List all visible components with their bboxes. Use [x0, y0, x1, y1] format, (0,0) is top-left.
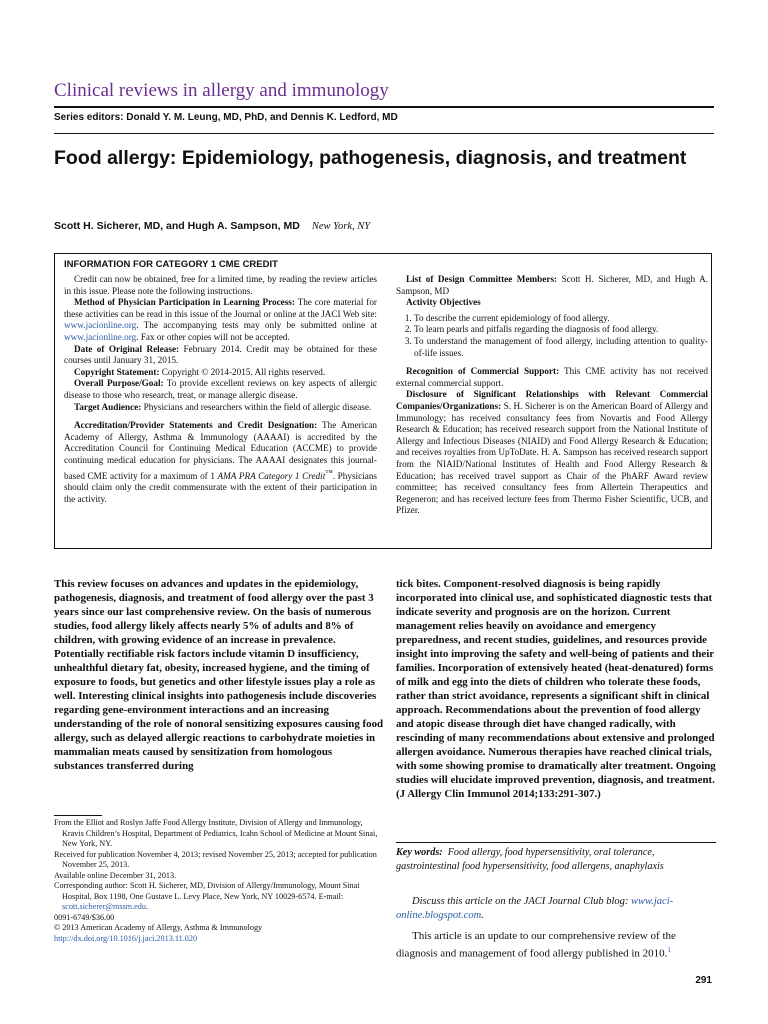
authors: Scott H. Sicherer, MD, and Hugh A. Sampson, MD: [54, 220, 300, 232]
objective-item: 2. To learn pearls and pitfalls regarding the diagnosis of food allergy.: [414, 324, 708, 336]
cme-method-label: Method of Physician Participation in Learning Process:: [74, 297, 295, 308]
footnote-price: 0091-6749/$36.00: [54, 912, 115, 922]
cme-committee: [396, 274, 708, 297]
keywords-rule: [396, 842, 716, 843]
header-rule: [54, 106, 714, 108]
cme-accred-text-2: . Physicians should claim only the credit commensurate with the extent of their participation in the activity.: [64, 470, 377, 504]
cme-heading: INFORMATION FOR CATEGORY 1 CME CREDIT: [64, 259, 278, 270]
journal-club-note: [396, 895, 716, 923]
cme-left-column: [64, 274, 377, 505]
cme-purpose: [64, 378, 377, 401]
cme-audience-text: Physicians and researchers within the field of allergic disease.: [141, 401, 372, 412]
discuss-end: .: [481, 910, 484, 921]
cme-copyright-text: Copyright © 2014-2015. All rights reserved.: [159, 366, 326, 377]
cme-accred-label: Accreditation/Provider Statements and Credit Designation:: [74, 420, 318, 431]
footnote-copyright: © 2013 American Academy of Allergy, Asthma & Immunology: [54, 923, 263, 932]
cme-committee-label: List of Design Committee Members:: [406, 274, 558, 284]
corresponding-text: Corresponding author: Scott H. Sicherer, MD, Division of Allergy/Immunology, Mount Sinai Hospital, Box 1198, One Gustave L. Levy Place, New York, NY 10029-6574. E-mail:: [54, 881, 360, 901]
cme-objectives-label: [396, 297, 708, 309]
intro-paragraph: [396, 929, 716, 961]
cme-right-column: [396, 274, 708, 517]
cme-accred-tm: ™: [325, 467, 333, 477]
discuss-text: Discuss this article on the JACI Journal Club blog:: [412, 896, 632, 907]
cme-copyright-label: Copyright Statement:: [74, 366, 160, 377]
cme-release: [64, 344, 377, 367]
reference-1[interactable]: 1: [667, 946, 671, 954]
abstract-left: This review focuses on advances and updates in the epidemiology, pathogenesis, diagnosis, and treatment of food allergy over the past 3 years since our last comprehensive review. On the basis of numerous studies, food allergy likely affects nearly 5% of adults and 8% of children, with growing evidence of an increase in prevalence. Potentially rectifiable risk factors include vitamin D insufficiency, unhealthful dietary fat, obesity, increased hygiene, and the timing of exposure to foods, but genetics and other lifestyle issues play a role as well. Interesting clinical insights into pathogenesis include discoveries regarding gene-environment interactions and an increasing understanding of the role of nonoral sensitizing exposures causing food allergy, such as delayed allergic reactions to carbohydrate moieties in mammalian meats caused by sensitization from homologous substances transferred during: [54, 578, 384, 772]
cme-accred-credit: AMA PRA Category 1 Credit: [217, 470, 326, 481]
cme-accred-text: The American Academy of Allergy, Asthma & Immunology (AAAAI) is accredited by the Accreditation Council for Continuing Medical Education (ACCME) to provide continuing medical education for physicians. The AAAAI designates this journal-based CME activity for a maximum of 1: [64, 420, 377, 481]
doi-link[interactable]: http://dx.doi.org/10.1016/j.jaci.2013.11.020: [54, 933, 198, 943]
corresponding-end: .: [145, 902, 148, 911]
editors-rule: [54, 133, 714, 134]
cme-disclosure: [396, 389, 708, 517]
cme-disclosure-label: Disclosure of Significant Relationships with Relevant Commercial Companies/Organizations:: [396, 389, 708, 411]
cme-release-text: February 2014. Credit may be obtained for these courses until January 31, 2015.: [64, 343, 377, 366]
page-number: 291: [695, 975, 712, 986]
footnote-rule: [54, 815, 102, 816]
intro-text: This article is an update to our comprehensive review of the diagnosis and management of food allergy published in 2010.: [396, 930, 676, 960]
series-editors: Series editors: Donald Y. M. Leung, MD, PhD, and Dennis K. Ledford, MD: [54, 112, 398, 123]
cme-recognition-label: Recognition of Commercial Support:: [406, 366, 560, 377]
cme-purpose-text: To provide excellent reviews on key aspects of allergic disease to those who research, treat, or manage allergic disease.: [64, 378, 377, 400]
footnote-affiliation: From the Elliot and Roslyn Jaffe Food Allergy Institute, Division of Allergy and Immunology, Kravis Children’s Hospital, Department of Pediatrics, Icahn School of Medicine at Mount Sinai, New York, NY.: [54, 818, 378, 848]
email-link[interactable]: scott.sicherer@mssm.edu: [62, 902, 146, 911]
footnote-received: Received for publication November 4, 2013; revised November 25, 2013; accepted for publication November 25, 2013.: [54, 849, 377, 869]
abstract-right: tick bites. Component-resolved diagnosis is being rapidly incorporated into clinical use, and sophisticated diagnostic tests that indicate severity and prognosis are on the horizon. Current management relies heavily on avoidance and emergency preparedness, and recent studies, guidelines, and resources provide insight into improving the safety and well-being of patients and their families. Incorporation of extensively heated (heat-denatured) forms of milk and egg into the diets of children who tolerate these foods, rather than strict avoidance, represents a significant shift in clinical approach. Recommendations about the prevention of food allergy and atopic disease through diet have changed radically, with rescinding of many recommendations about extensive and prolonged allergen avoidance. Numerous therapies have reached clinical trials, with some showing promise to dramatically alter treatment. Ongoing studies will elucidate improved prevention, diagnosis, and treatment. (J Allergy Clin Immunol 2014;133:291-307.): [396, 578, 716, 800]
author-location: New York, NY: [311, 221, 371, 232]
objective-item: 3. To understand the management of food allergy, including attention to quality-of-life issues.: [414, 336, 708, 359]
objective-item: 1. To describe the current epidemiology of food allergy.: [414, 313, 708, 325]
article-title: Food allergy: Epidemiology, pathogenesis, diagnosis, and treatment: [54, 147, 687, 169]
blog-link[interactable]: www.jaci-online.blogspot.com: [396, 896, 674, 921]
cme-objectives-list: [396, 313, 708, 359]
cme-method-text-3: . Fax or other copies will not be accepted.: [136, 331, 290, 342]
cme-method: [64, 297, 377, 343]
cme-intro: Credit can now be obtained, free for a limited time, by reading the review articles in this issue. Please note the following instructions.: [64, 274, 377, 296]
cme-objectives-heading: Activity Objectives: [406, 297, 481, 308]
cme-recognition: [396, 366, 708, 389]
series-title: Clinical reviews in allergy and immunology: [54, 80, 389, 101]
cme-audience: [64, 402, 377, 414]
cme-audience-label: Target Audience:: [74, 401, 142, 412]
cme-disclosure-text: S. H. Sicherer is on the American Board of Allergy and Immunology; has received consultancy fees from Novartis and Food Allergy Research & Education; has received research support from the National Institute of Allergy and Infectious Diseases (NIAID) and Food Allergy Research & Education; and receives royalties from UpToDate. H. A. Sampson has received research support from the NIAID/National Institutes of Health and Food Allergy Research & Education; has received travel support as Chair of the PhARF Award review committee; has received consultancy fees from Allertein Therapeutics and Regeneron; and has received lecture fees from Thermo Fisher Scientific, UCB, and Pfizer.: [396, 400, 708, 516]
cme-method-text-2: . The accompanying tests may only be submitted online at: [136, 320, 377, 331]
keywords-label: Key words:: [396, 847, 443, 858]
keywords: [396, 846, 716, 874]
footnote-online: Available online December 31, 2013.: [54, 870, 177, 880]
author-line: [54, 220, 714, 232]
jaci-link-2[interactable]: www.jacionline.org: [64, 331, 137, 342]
cme-copyright: [64, 367, 377, 379]
cme-purpose-label: Overall Purpose/Goal:: [74, 378, 164, 389]
keywords-text: Food allergy, food hypersensitivity, oral tolerance, gastrointestinal food hypersensitivity, food allergens, anaphylaxis: [396, 847, 664, 872]
cme-method-text: The core material for these activities can be read in this issue of the Journal or online at the JACI Web site:: [64, 297, 377, 319]
cme-accreditation: [64, 420, 377, 505]
cme-recognition-text: This CME activity has not received external commercial support.: [396, 366, 708, 388]
footnotes: [54, 818, 379, 944]
footnote-corresponding: [54, 881, 379, 913]
cme-committee-text: Scott H. Sicherer, MD, and Hugh A. Sampson, MD: [396, 274, 708, 296]
jaci-link-1[interactable]: www.jacionline.org: [64, 320, 137, 331]
cme-release-label: Date of Original Release:: [74, 343, 180, 354]
